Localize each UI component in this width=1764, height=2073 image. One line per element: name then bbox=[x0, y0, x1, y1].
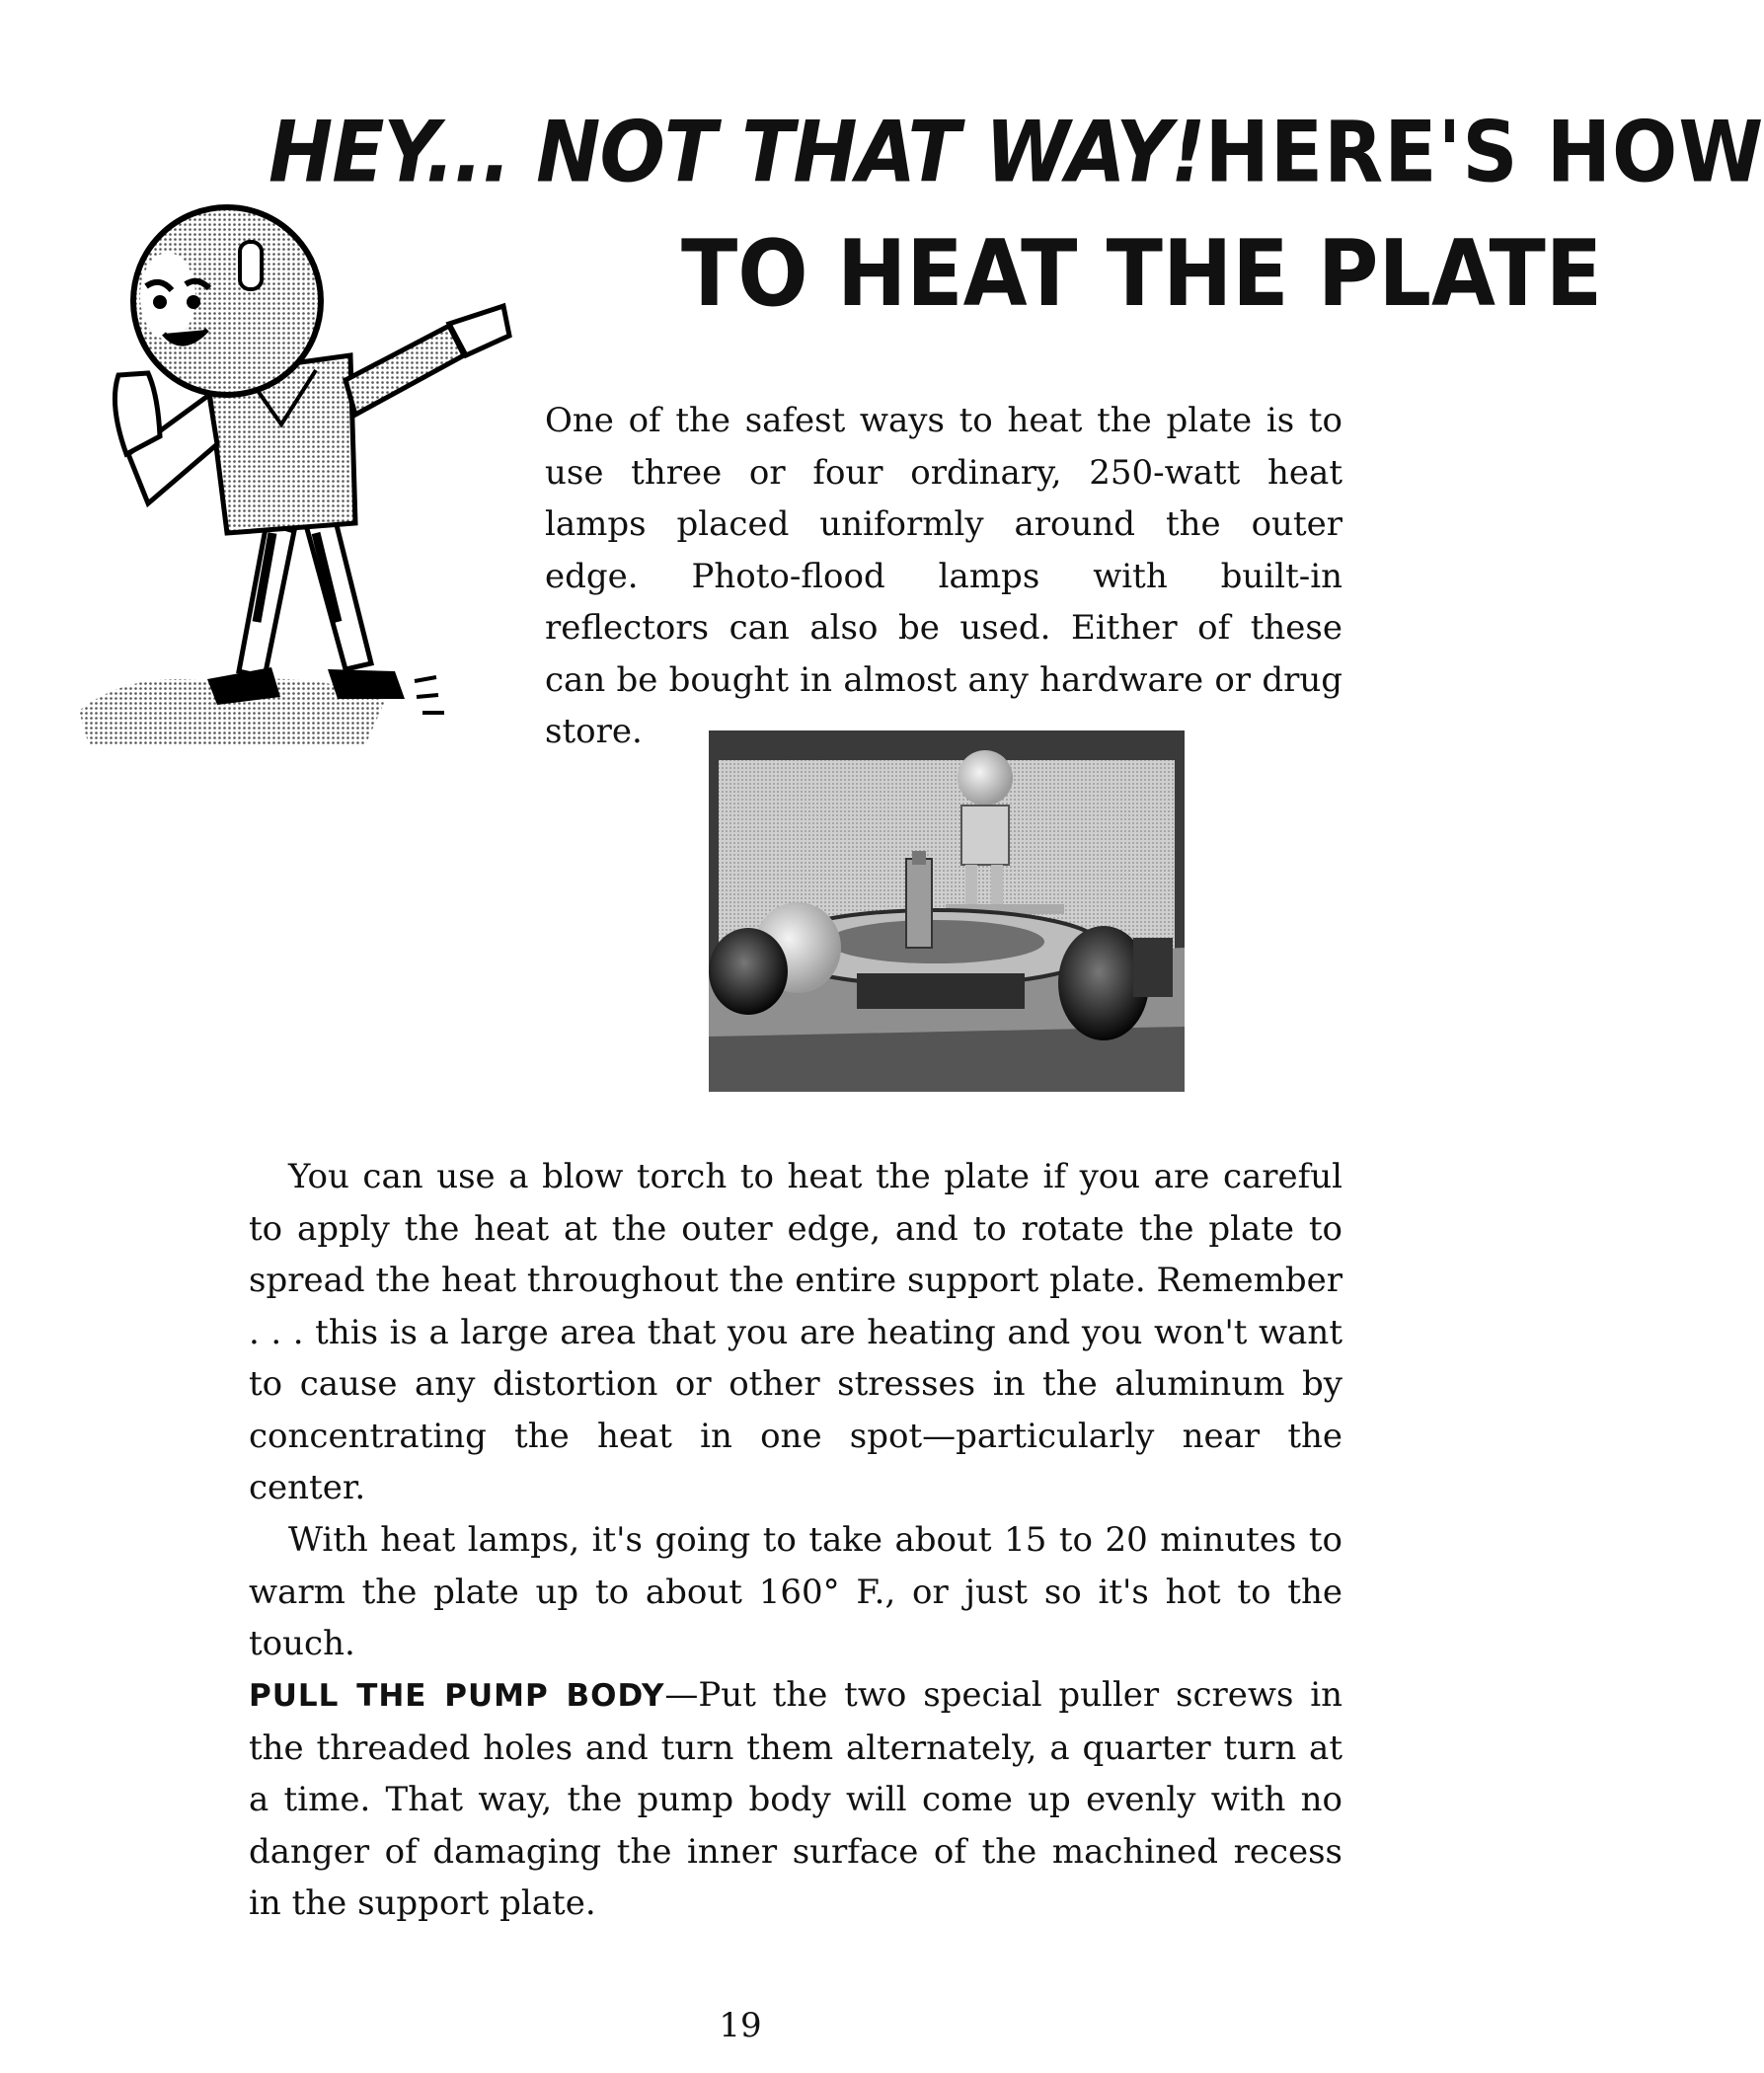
headline-heres-how-text: HERE'S HOW bbox=[1204, 104, 1764, 202]
paragraph-warm-up-time: With heat lamps, it's going to take about 15 to 20 minutes to warm the plate up to about 160° F., or just so it's hot to the touch. bbox=[249, 1520, 1342, 1663]
headline-hey-text: HEY... NOT THAT WAY! bbox=[268, 104, 1205, 202]
paragraph-pull-pump-body-text: —Put the two special puller screws in the threaded holes and turn them alternately, a quarter turn at a time. That way, the pump body will come up evenly with no danger of damaging the inner surface of the machined recess in the support plate. bbox=[249, 1675, 1342, 1923]
paragraph-pull-pump-body bbox=[249, 1669, 1342, 1930]
photo-heat-lamps-around-plate bbox=[709, 730, 1185, 1092]
page-number: 19 bbox=[719, 2006, 762, 2045]
mascot-illustration bbox=[69, 207, 523, 750]
paragraph-heat-lamps: One of the safest ways to heat the plate is to use three or four ordinary, 250-watt heat lamps placed uniformly around the outer edge. Photo-flood lamps with built-in reflectors can also be used. Either of these can be bought in almost any hardware or drug store. bbox=[545, 401, 1342, 751]
section-lead-in: PULL THE PUMP BODY bbox=[249, 1678, 665, 1714]
headline-line-2: TO HEAT THE PLATE bbox=[681, 220, 1603, 327]
paragraph-blow-torch: You can use a blow torch to heat the plate if you are careful to apply the heat at the outer edge, and to rotate the plate to spread the heat throughout the entire support plate. Remember . . . this is a large area that you are heating and you won't want to cause any distortion or other stresses in the aluminum by concentrating the heat in one spot—particularly near the center. bbox=[249, 1157, 1342, 1507]
headline-line-1 bbox=[268, 99, 1764, 207]
